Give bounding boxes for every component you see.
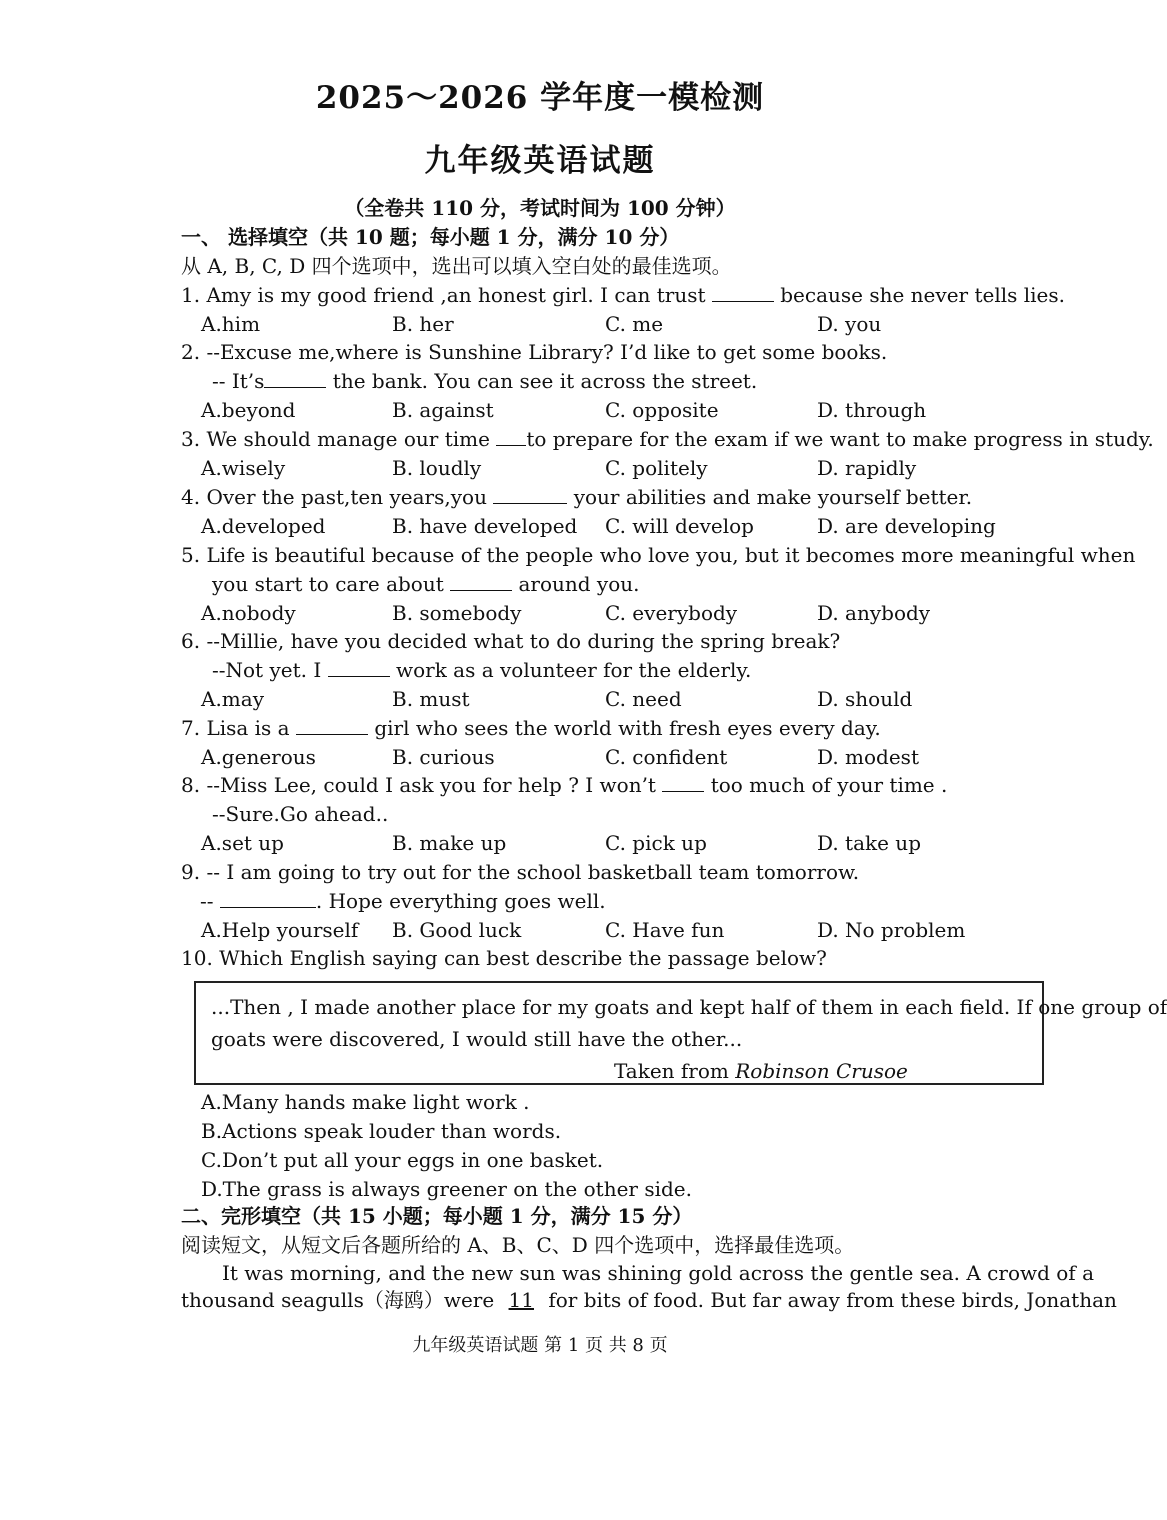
exam-subtitle: 九年级英语试题 — [424, 143, 656, 179]
question-8-post: too much of your time . — [710, 773, 948, 797]
option-b: B. curious — [392, 745, 495, 769]
option-d: D. should — [817, 687, 913, 711]
passage-box — [194, 981, 1167, 1085]
exam-note: （全卷共 110 分，考试时间为 100 分钟） — [344, 196, 736, 220]
question-9 — [200, 888, 606, 914]
question-5-pre: you start to care about — [212, 572, 444, 596]
option-a: A.generous — [201, 745, 316, 769]
section2-instruction: 阅读短文，从短文后各题所给的 A、B、C、D 四个选项中，选择最佳选项。 — [181, 1233, 855, 1257]
question-2-pre: -- It’s — [212, 369, 265, 393]
answer-blank — [493, 485, 567, 504]
cloze-line-1: It was morning, and the new sun was shining gold across the gentle sea. A crowd of a — [222, 1261, 1094, 1285]
question-6-line1: 6. --Millie, have you decided what to do during the spring break? — [181, 629, 841, 653]
option-a: A.may — [201, 687, 264, 711]
question-1-post: because she never tells lies. — [780, 283, 1065, 307]
question-7-post: girl who sees the world with fresh eyes every day. — [374, 716, 881, 740]
option-b: B. her — [392, 312, 454, 336]
option-d: D.The grass is always greener on the other side. — [201, 1177, 692, 1201]
option-a: A.developed — [201, 514, 326, 538]
answer-blank — [328, 658, 390, 677]
option-a: A.him — [201, 312, 261, 336]
section1-heading: 一、 选择填空（共 10 题；每小题 1 分，满分 10 分） — [181, 225, 680, 249]
question-8 — [181, 772, 947, 798]
question-2 — [212, 368, 757, 394]
option-c: C. confident — [605, 745, 728, 769]
option-d: D. take up — [817, 831, 921, 855]
option-c: C. politely — [605, 456, 708, 480]
question-9-pre: -- — [200, 889, 214, 913]
question-5 — [212, 571, 640, 597]
cloze-line-2 — [181, 1287, 1117, 1313]
cloze-blank-11: 11 — [508, 1288, 534, 1312]
option-c: C. pick up — [605, 831, 707, 855]
answer-blank — [712, 283, 774, 302]
answer-blank — [220, 889, 316, 908]
passage-line-1: ...Then , I made another place for my goats and kept half of them in each field. If one group of — [211, 995, 1167, 1019]
question-9-post: . Hope everything goes well. — [315, 889, 606, 913]
section1-instruction: 从 A, B, C, D 四个选项中，选出可以填入空白处的最佳选项。 — [181, 254, 732, 278]
option-d: D. rapidly — [817, 456, 917, 480]
question-3-post: to prepare for the exam if we want to make progress in study. — [526, 427, 1154, 451]
question-8-line2: --Sure.Go ahead.. — [212, 802, 389, 826]
question-6-post: work as a volunteer for the elderly. — [395, 658, 752, 682]
question-1 — [181, 282, 1065, 308]
question-2-line1: 2. --Excuse me,where is Sunshine Library? I’d like to get some books. — [181, 340, 888, 364]
question-1-pre: 1. Amy is my good friend ,an honest girl. I can trust — [181, 283, 706, 307]
question-3 — [181, 426, 1154, 452]
question-4-pre: 4. Over the past,ten years,you — [181, 485, 487, 509]
question-7 — [181, 715, 881, 741]
answer-blank — [662, 773, 704, 792]
answer-blank — [296, 716, 368, 735]
answer-blank — [450, 572, 512, 591]
option-c: C. me — [605, 312, 664, 336]
question-7-pre: 7. Lisa is a — [181, 716, 290, 740]
passage-source — [614, 1059, 908, 1083]
question-4 — [181, 484, 972, 510]
page-footer: 九年级英语试题 第 1 页 共 8 页 — [412, 1335, 668, 1356]
question-9-line1: 9. -- I am going to try out for the school basketball team tomorrow. — [181, 860, 860, 884]
option-a: A.wisely — [201, 456, 286, 480]
option-c: C. opposite — [605, 398, 719, 422]
question-6-pre: --Not yet. I — [212, 658, 322, 682]
question-2-post: the bank. You can see it across the street. — [332, 369, 758, 393]
option-a: A.set up — [201, 831, 284, 855]
question-10-line1: 10. Which English saying can best describe the passage below? — [181, 946, 827, 970]
question-3-pre: 3. We should manage our time — [181, 427, 490, 451]
cloze-line-2-pre: thousand seagulls（海鸥）were — [181, 1288, 495, 1312]
option-d: D. No problem — [817, 918, 966, 942]
option-c: C.Don’t put all your eggs in one basket. — [201, 1148, 604, 1172]
option-b: B. must — [392, 687, 470, 711]
source-prefix: Taken from — [614, 1059, 729, 1083]
option-d: D. modest — [817, 745, 919, 769]
section2-heading: 二、完形填空（共 15 小题；每小题 1 分，满分 15 分） — [181, 1204, 693, 1228]
answer-blank — [496, 427, 526, 446]
option-c: C. Have fun — [605, 918, 725, 942]
option-a: A.Many hands make light work . — [201, 1090, 530, 1114]
cloze-line-2-post: for bits of food. But far away from these birds, Jonathan — [548, 1288, 1117, 1312]
option-b: B. make up — [392, 831, 507, 855]
option-a: A.beyond — [201, 398, 296, 422]
option-d: D. you — [817, 312, 882, 336]
option-c: C. everybody — [605, 601, 738, 625]
option-b: B.Actions speak louder than words. — [201, 1119, 562, 1143]
option-c: C. need — [605, 687, 682, 711]
option-a: A.Help yourself — [201, 918, 359, 942]
question-4-post: your abilities and make yourself better. — [573, 485, 973, 509]
source-title: Robinson Crusoe — [735, 1059, 908, 1083]
exam-title: 2025～2026 学年度一模检测 — [315, 80, 765, 116]
option-a: A.nobody — [201, 601, 296, 625]
question-8-pre: 8. --Miss Lee, could I ask you for help ? I won’t — [181, 773, 656, 797]
option-d: D. anybody — [817, 601, 931, 625]
question-6 — [212, 657, 751, 683]
option-b: B. against — [392, 398, 494, 422]
option-c: C. will develop — [605, 514, 754, 538]
question-5-post: around you. — [518, 572, 640, 596]
option-d: D. through — [817, 398, 927, 422]
option-d: D. are developing — [817, 514, 996, 538]
answer-blank — [264, 369, 326, 388]
question-5-line1: 5. Life is beautiful because of the people who love you, but it becomes more meaningful when — [181, 543, 1136, 567]
option-b: B. somebody — [392, 601, 522, 625]
passage-line-2: goats were discovered, I would still have the other... — [211, 1027, 743, 1051]
option-b: B. have developed — [392, 514, 578, 538]
option-b: B. loudly — [392, 456, 482, 480]
option-b: B. Good luck — [392, 918, 522, 942]
